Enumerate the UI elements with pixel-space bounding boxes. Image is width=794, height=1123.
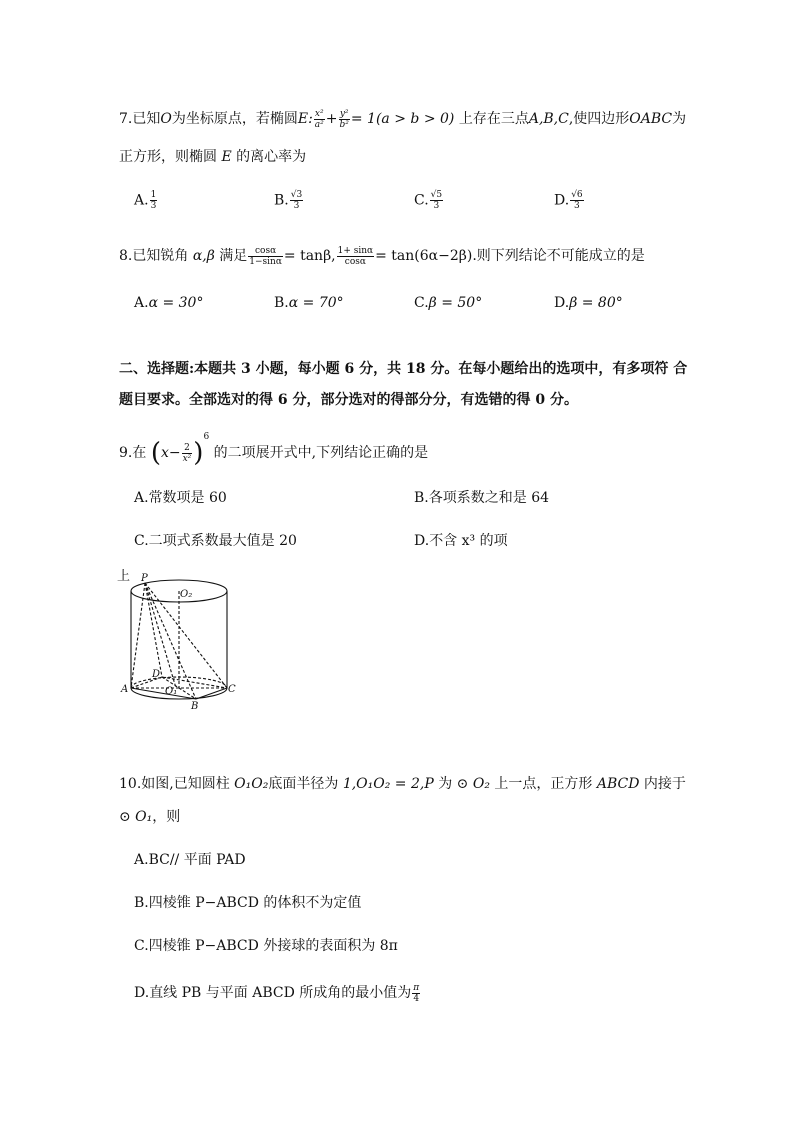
q9-option-b [414,487,549,507]
option-label: B. [134,895,149,911]
cylinder-figure [118,570,248,710]
q7-is: 为 [672,111,687,127]
edge-PA [131,583,145,688]
option-text: 直线 PB 与平面 ABCD 所成角的最小值为 [149,985,412,1001]
option-text: α = 70° [288,295,344,311]
option-label: B. [274,295,289,311]
q9-line [119,432,428,468]
q7-prefix: 7.已知 [119,111,161,127]
q10-mid3: 上一点，正方形 [494,776,593,792]
q7-ellipse-name: E: [297,111,313,127]
label-O2: O₂ [180,589,193,600]
option-label: C. [134,938,149,954]
q8-option-a [134,295,203,311]
option-label: A. [134,192,149,209]
q8-frac-2: $\frac{1+ \sin\alpha}{\cos\alpha}$ [337,245,374,267]
q7-then: ,使四边形 [568,111,630,127]
q7-line1: 7.已知O为坐标原点，若椭圆E: $\frac{\text{x²}}{\text{a²}}$ + $\frac{\text{y²}}{\text{b²}}$ = 1(a > b > 0) 上存在三点A,B,C,使四边形OABC为 [119,108,687,130]
option-text: β = 80° [569,295,623,311]
q7-option-d [554,190,585,211]
option-label: C. [134,533,149,549]
q10-circle-o1: ⊙ O₁ [119,809,153,825]
label-A: A [121,684,129,695]
label-C: C [228,684,236,695]
q9-frac: $\frac{2}{\text{x²}}$ [182,442,192,464]
q10-mid4: 内接于 [643,776,686,792]
q8-line [119,245,645,267]
q7-oabc: OABC [629,111,673,127]
q9-x: x− [160,445,181,461]
q10-mid1: 底面半径为 [268,776,339,792]
option-text: α = 30° [148,295,204,311]
edge-PO1 [145,583,176,688]
q7-mid: 为坐标原点，若椭圆 [171,111,298,127]
option-text: 四棱锥 P−ABCD 外接球的表面积为 8π [148,938,398,954]
option-text: 四棱锥 P−ABCD 的体积不为定值 [148,895,362,911]
q7-points: A,B,C [528,111,569,127]
edge-AB [131,688,196,699]
label-O1: O₁ [165,686,178,697]
q7-condition: = 1(a > b > 0) [350,111,455,127]
q10-r: 1,O₁O₂ = 2,P [342,776,434,792]
q7-option-c [414,190,444,211]
q8-eq2: = tan(6α−2β) [375,248,473,264]
label-P: P [141,573,148,584]
q8-angles: α,β [192,248,215,264]
q8-option-b [274,295,344,311]
paren-open: ( [150,438,161,468]
option-text: BC// 平面 PAD [148,852,246,868]
option-text: 常数项是 60 [148,490,227,506]
section2-line2: 题目要求。全部选对的得 6 分，部分选对的得部分分，有选错的得 0 分。 [119,392,578,408]
label-B: B [191,701,199,710]
q8-prefix: 8.已知锐角 [119,248,189,264]
q10-option-d [134,982,421,1004]
option-label: C. [414,192,429,209]
option-frac: $\frac{√6}{3}$ [571,190,583,211]
label-D: D [152,669,161,680]
option-frac: $\frac{1}{3}$ [150,190,157,211]
q10-option-b [134,892,361,912]
q7-origin: O [160,111,172,127]
q10-circle-o2: ⊙ O₂ [456,776,490,792]
option-frac: $\frac{√3}{3}$ [290,190,303,211]
q10-mid2: 为 [438,776,453,792]
q9-option-c [134,530,297,550]
option-label: B. [274,192,289,209]
q7-line2 [119,146,306,166]
q8-frac-1: $\frac{\cos\alpha}{1-\sin\alpha}$ [249,245,282,267]
option-text: 各项系数之和是 64 [428,490,550,506]
q9-power: 6 [203,432,210,442]
section2-line1: 二、选择题:本题共 3 小题，每小题 6 分，共 18 分。在每小题给出的选项中，有多项符 合 [119,361,688,377]
q7-option-a [134,190,158,211]
option-label: D. [414,533,430,549]
figure-corner-char: 上 [117,569,131,584]
q7-line2-text: 正方形，则椭圆 [119,149,217,165]
q10-option-c [134,935,398,955]
q8-eq1: = tanβ, [283,248,336,264]
edge-BC [196,688,227,699]
option-label: A. [134,852,149,868]
option-text: 不含 x³ 的项 [429,533,508,549]
q10-abcd: ABCD [596,776,640,792]
q7-e: E [221,149,232,165]
option-label: C. [414,295,429,311]
q10-d-frac: $\frac{\pi}{4}$ [413,982,420,1004]
q7-exists: 上存在三点 [458,111,529,127]
q9-option-a [134,487,227,507]
option-label: A. [134,295,149,311]
option-text: 二项式系数最大值是 20 [148,533,297,549]
q7-frac-y: $\frac{\text{y²}}{\text{b²}}$ [339,108,349,130]
option-frac: $\frac{√5}{3}$ [430,190,443,211]
q10-o1o2: O₁O₂ [234,776,269,792]
q8-suffix: .则下列结论不可能成立的是 [472,248,645,264]
q8-satisfy: 满足 [219,248,248,264]
option-label: D. [134,985,150,1001]
option-label: D. [554,192,570,209]
q7-frac-x: $\frac{\text{x²}}{\text{a²}}$ [314,108,324,130]
q7-option-b [274,190,304,211]
q10-option-a [134,849,246,869]
option-text: β = 50° [428,295,483,311]
q7-line2-end: 的离心率为 [236,149,307,165]
q10-line1 [119,773,686,793]
q8-option-d [554,295,623,311]
q9-suffix: 的二项展开式中,下列结论正确的是 [213,445,429,461]
option-label: A. [134,490,149,506]
option-label: D. [554,295,570,311]
paren-close: ) [193,438,204,468]
q10-end: ，则 [152,809,181,825]
q8-option-c [414,295,482,311]
q9-prefix: 9.在 [119,445,147,461]
q9-option-d [414,530,508,550]
option-label: B. [414,490,429,506]
q10-prefix: 10.如图,已知圆柱 [119,776,230,792]
q10-line2 [119,806,180,826]
edge-PD [145,583,162,677]
